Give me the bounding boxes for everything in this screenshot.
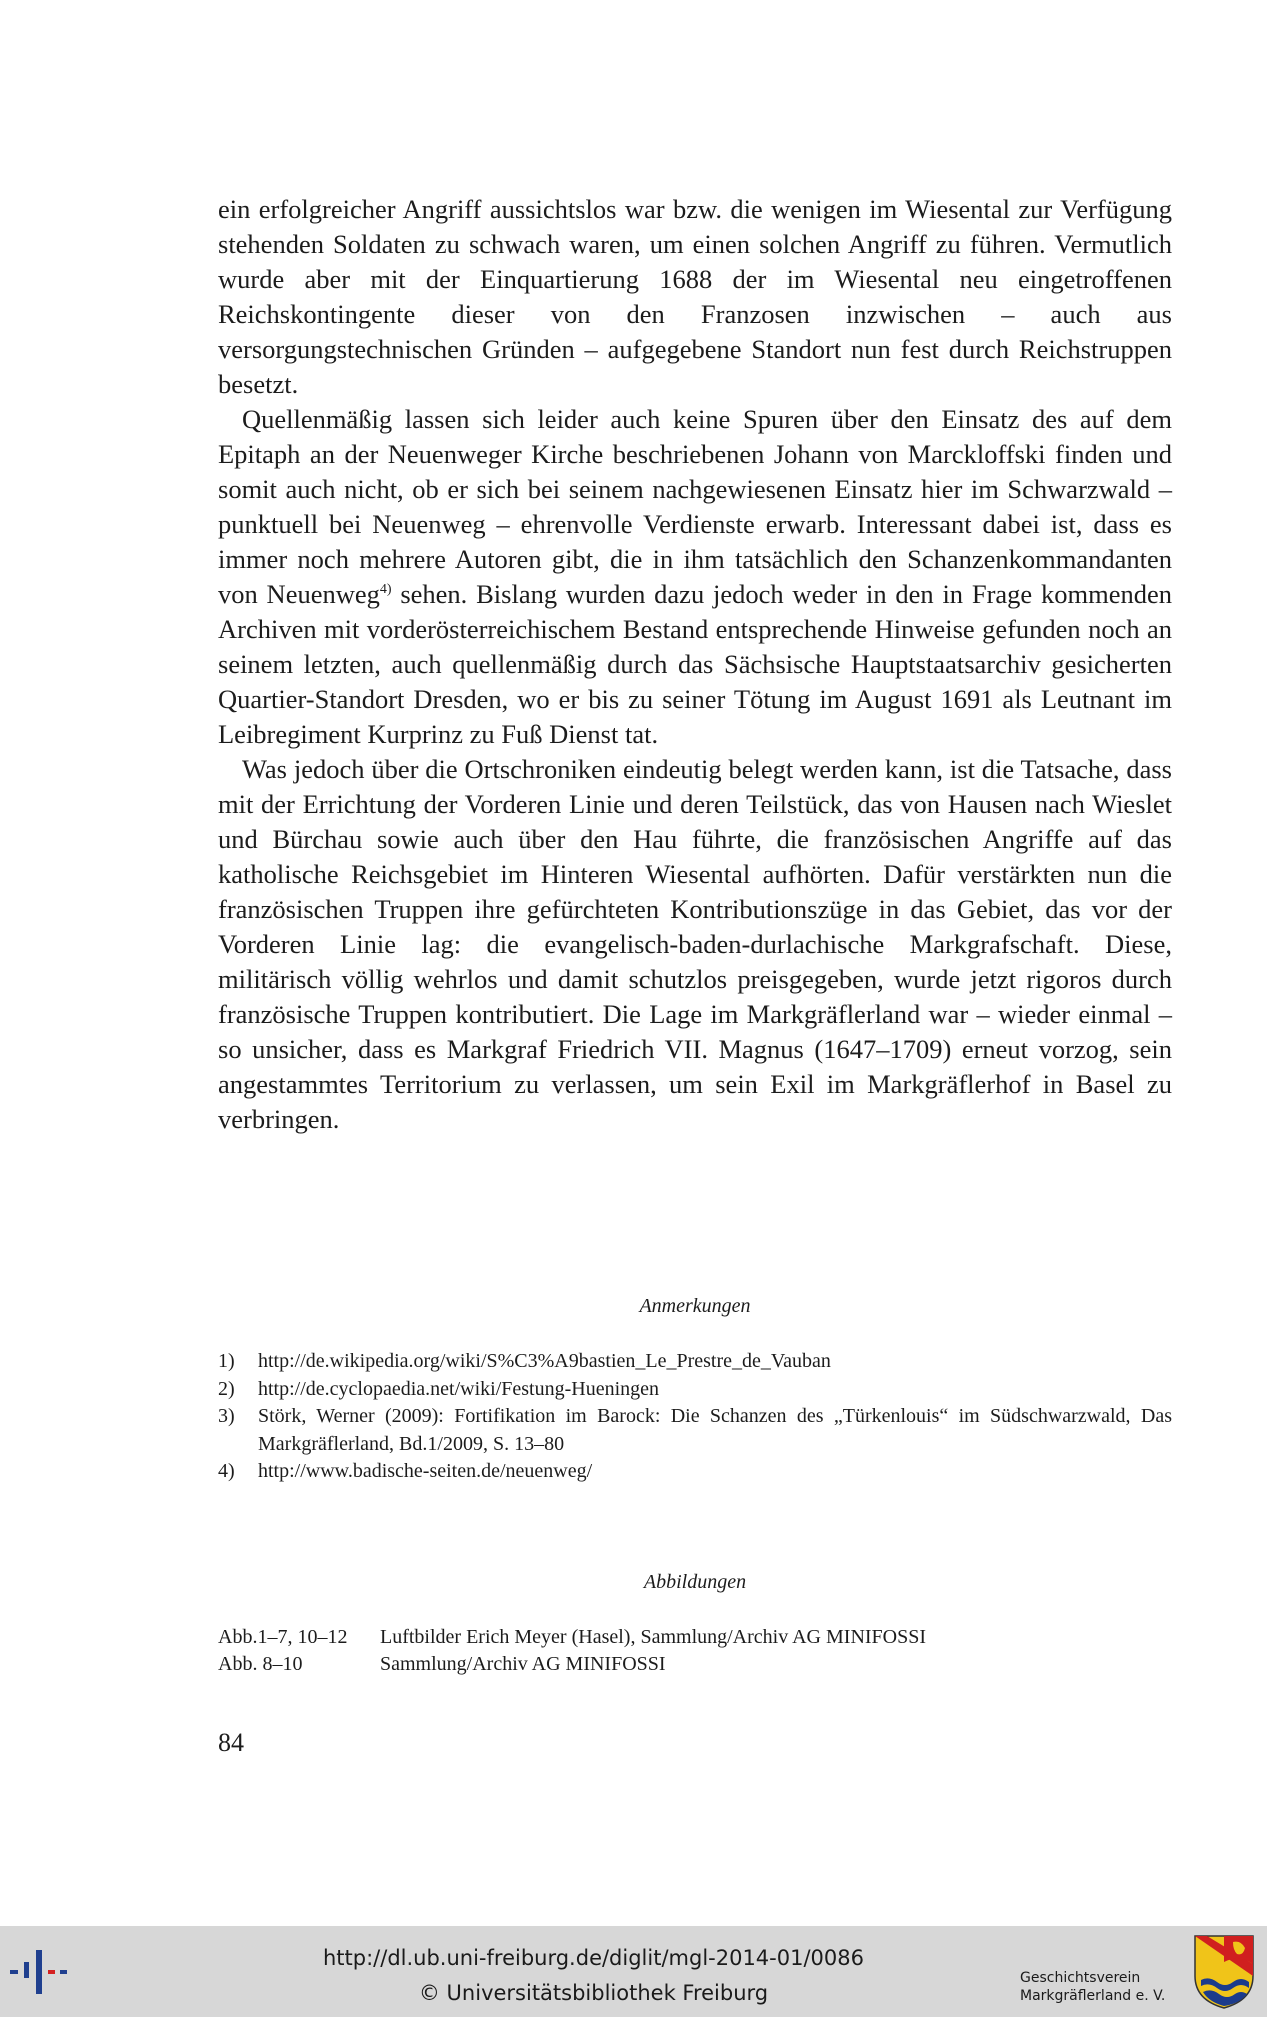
paragraph-2-part-1: Quellenmäßig lassen sich leider auch keine Spuren über den Einsatz des auf dem Epitaph an der Neuenweger Kirche beschriebenen Johann von Marckloffski finden und somit auch nicht, ob er sich bei seinem nachgewiesenen Einsatz hier im Schwarzwald – punktuell bei Neuenweg – ehrenvolle Verdienste erwarb. Interessant dabei ist, dass es immer noch mehrere Autoren gibt, die in ihm tatsächlich den Schanzenkommandanten von Neuenweg [218,404,1172,609]
note-item [218,1348,1172,1376]
note-text: Störk, Werner (2009): Fortifikation im Barock: Die Schanzen des „Türkenlouis“ im Südschwarzwald, Das Markgräflerland, Bd.1/2009, S. 13–80 [258,1405,1172,1455]
note-number: 4) [218,1460,235,1482]
figure-credit-row [218,1651,1172,1678]
note-number: 1) [218,1350,235,1372]
paragraph-2-part-2: sehen. Bislang wurden dazu jedoch weder in den in Frage kommenden Archiven mit vorderösterreichischem Bestand entsprechende Hinweise gefunden noch an seinem letzten, auch quellenmäßig durch das Sächsische Hauptstaatsarchiv gesicherten Quartier-Standort Dresden, wo er bis zu seiner Tötung im August 1691 als Leutnant im Leibregiment Kurprinz zu Fuß Dienst tat. [218,579,1172,749]
note-number: 3) [218,1405,235,1427]
note-text: http://www.badische-seiten.de/neuenweg/ [258,1460,593,1482]
notes-heading: Anmerkungen [639,1295,751,1317]
society-line-2: Markgräflerland e. V. [1020,1988,1166,2004]
paragraph-2 [218,402,1172,752]
figure-credit: Luftbilder Erich Meyer (Hasel), Sammlung/Archiv AG MINIFOSSI [380,1626,927,1648]
note-item [218,1458,1172,1486]
notes-list [218,1348,1172,1486]
note-item [218,1403,1172,1458]
footer-url-link[interactable]: http://dl.ub.uni-freiburg.de/diglit/mgl-2014-01/0086 [322,1946,864,1970]
figures-heading: Abbildungen [643,1571,747,1593]
page-number: 84 [218,1728,244,1757]
note-text: http://de.cyclopaedia.net/wiki/Festung-Hueningen [258,1377,660,1400]
note-item [218,1376,1172,1404]
paragraph-1: ein erfolgreicher Angriff aussichtslos war bzw. die wenigen im Wiesental zur Verfügung stehenden Soldaten zu schwach waren, um einen solchen Angriff zu führen. Vermutlich wurde aber mit der Einquartierung 1688 der im Wiesental neu eingetroffenen Reichskontingente dieser von den Franzosen inzwischen – auch aus versorgungstechnischen Gründen – aufgegebene Standort nun fest durch Reichstruppen besetzt. [218,194,1172,399]
note-text: http://de.wikipedia.org/wiki/S%C3%A9bastien_Le_Prestre_de_Vauban [258,1350,831,1372]
society-name [1020,1969,1165,2005]
main-text [218,192,1172,1137]
footer-copyright: © Universitätsbibliothek Freiburg [418,1981,769,2005]
figure-label: Abb. 8–10 [218,1653,303,1675]
coat-of-arms-icon [1193,1934,1255,2010]
figure-label: Abb.1–7, 10–12 [218,1626,348,1648]
figure-credit-row [218,1624,1172,1651]
viewer-footer [0,1926,1267,2017]
society-line-1: Geschichtsverein [1020,1970,1141,1986]
footnote-ref-4: 4) [379,582,392,598]
figures-list [218,1624,1172,1678]
note-number: 2) [218,1377,235,1400]
figure-credit: Sammlung/Archiv AG MINIFOSSI [380,1653,666,1675]
paragraph-3: Was jedoch über die Ortschroniken eindeutig belegt werden kann, ist die Tatsache, dass mit der Errichtung der Vorderen Linie und deren Teilstück, das von Hausen nach Wieslet und Bürchau sowie auch über den Hau führte, die französischen Angriffe auf das katholische Reichsgebiet im Hinteren Wiesental aufhörten. Dafür verstärkten nun die französischen Truppen ihre gefürchteten Kontributionszüge in das Gebiet, das vor der Vorderen Linie lag: die evangelisch-baden-durlachische Markgrafschaft. Diese, militärisch völlig wehrlos und damit schutzlos preisgegeben, wurde jetzt rigoros durch französische Truppen kontributiert. Die Lage im Markgräflerland war – wieder einmal – so unsicher, dass es Markgraf Friedrich VII. Magnus (1647–1709) erneut vorzog, sein angestammtes Territorium zu verlassen, um sein Exil im Markgräflerhof in Basel zu verbringen. [218,754,1172,1134]
